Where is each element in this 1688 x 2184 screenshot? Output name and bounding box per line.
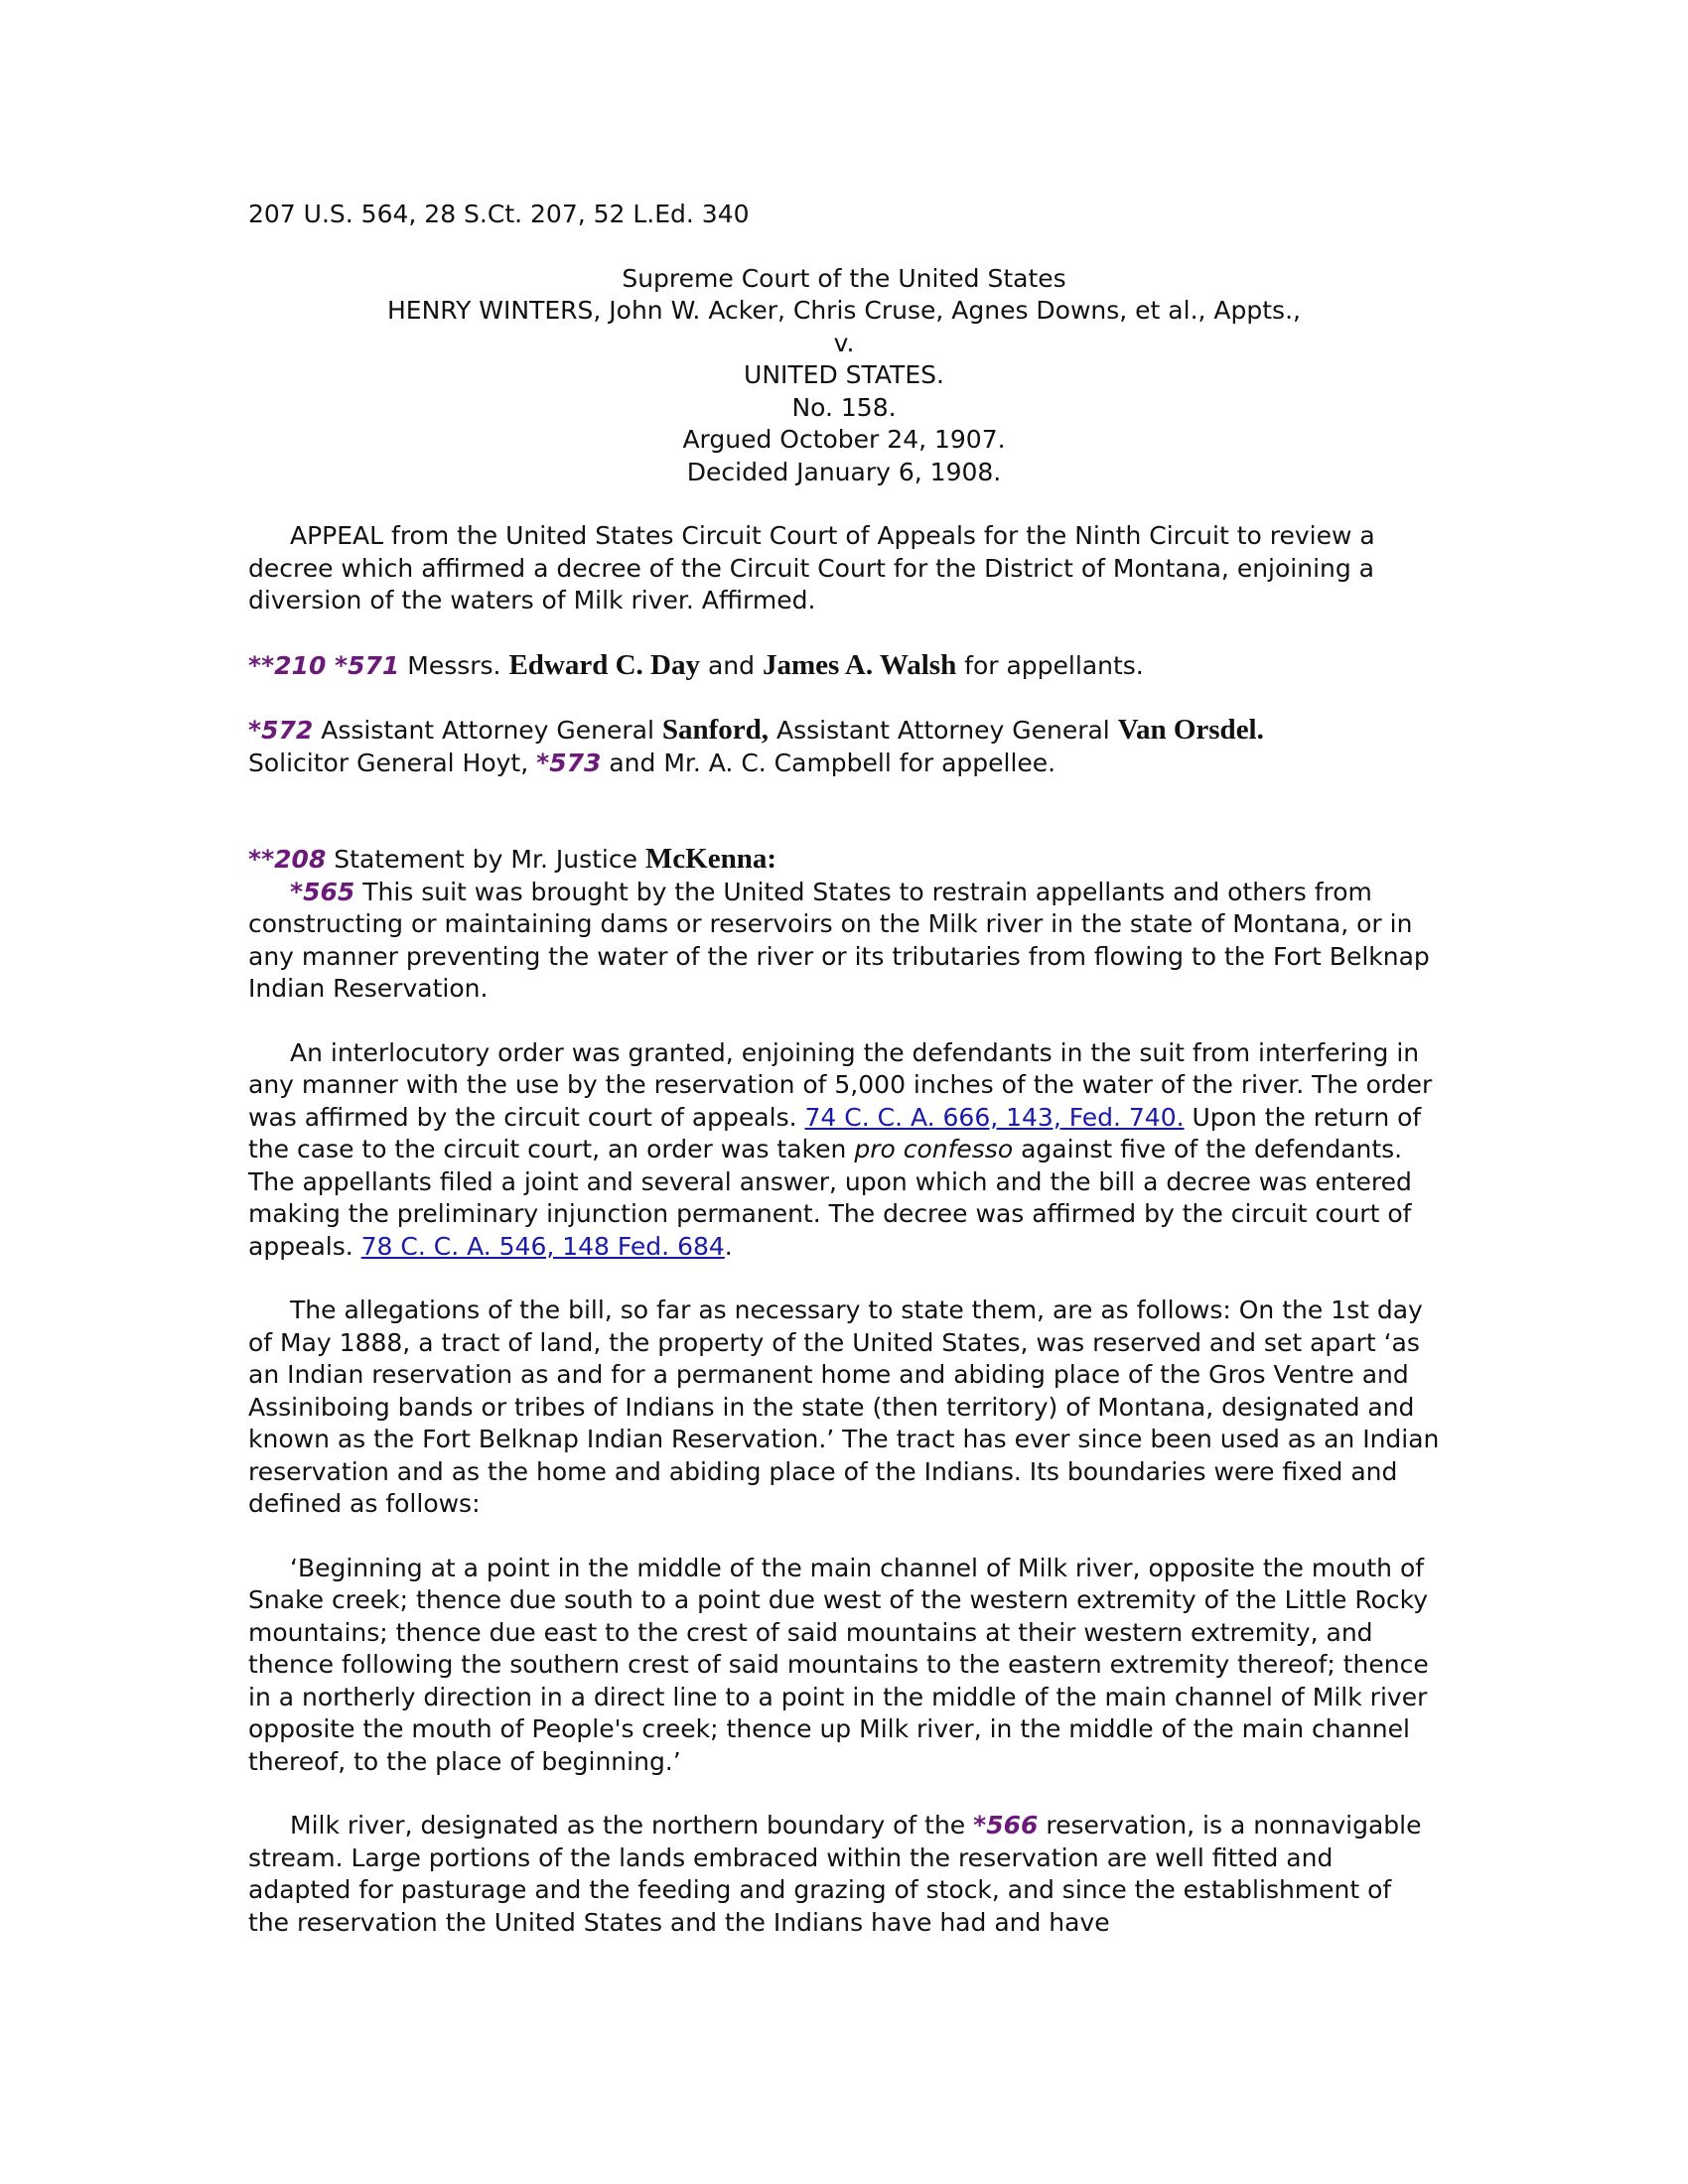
docket-number: No. 158. (791, 392, 897, 422)
counsel-text: Assistant Attorney General (313, 716, 662, 745)
document-page (248, 199, 1440, 1939)
paragraph-text: An interlocutory order was granted, enjoining the defendants in the suit from interfering in any manner with the use by the reservation of 5,000 inches of the water of the river. The order was affirmed by the circuit court of appeals. (248, 1037, 1433, 1132)
court-name: Supreme Court of the United States (622, 263, 1066, 293)
case-citation: 207 U.S. 564, 28 S.Ct. 207, 52 L.Ed. 340 (248, 200, 750, 228)
paragraph-interlocutory (248, 1037, 1440, 1264)
appeal-summary: APPEAL from the United States Circuit Court of Appeals for the Ninth Circuit to review a decree which affirmed a decree of the Circuit Court for the District of Montana, enjoining a diversion of the waters of Milk river. Affirmed. (248, 521, 1375, 614)
counsel-text: and Mr. A. C. Campbell for appellee. (601, 748, 1056, 777)
paragraph-allegations: The allegations of the bill, so far as necessary to state them, are as follows: On the 1st day of May 1888, a tract of land, the property of the United States, was reserved and set apart ‘as an Indian reservation as and for a permanent home and abiding place of the Gros Ventre and Assiniboing bands or tribes of Indians in the state (then territory) of Montana, designated and known as the Fort Belknap Indian Reservation.’ The tract has ever since been used as an Indian reservation and as the home and abiding place of the Indians. Its boundaries were fixed and defined as follows: (248, 1296, 1440, 1518)
statement-text: Statement by Mr. Justice (326, 845, 645, 874)
citation-link[interactable]: 78 C. C. A. 546, 148 Fed. 684 (360, 1231, 725, 1261)
paragraph-boundaries: ‘Beginning at a point in the middle of the main channel of Milk river, opposite the mouth of Snake creek; thence due south to a point due west of the western extremity of the Little Rocky mountains; thence due east to the crest of said mountains at their western extremity, and thence following the southern crest of said mountains to the eastern extremity thereof; thence in a northerly direction in a direct line to a point in the middle of the main channel of Milk river opposite the mouth of People's creek; thence up Milk river, in the middle of the main channel thereof, to the place of beginning.’ (248, 1553, 1429, 1776)
attorney-name: Sanford, (661, 714, 770, 746)
paragraph-text: Upon the return of the case to the circuit court, an order was taken (248, 1102, 1422, 1163)
counsel-text: Solicitor General Hoyt, (248, 748, 537, 777)
justice-name: McKenna: (644, 843, 777, 875)
party-names: HENRY WINTERS, John W. Acker, Chris Cruse, Agnes Downs, et al., Appts., (387, 296, 1301, 325)
decided-date: Decided January 6, 1908. (686, 457, 1002, 486)
paragraph-text: against five of the defendants. The appellants filed a joint and several answer, upon which and the bill a decree was entered making the preliminary injunction permanent. The decree was affirmed by the circuit court of appeals. (248, 1135, 1412, 1261)
counsel-appellee (248, 714, 1440, 779)
citation-link[interactable]: 74 C. C. A. 666, 143, Fed. 740. (804, 1102, 1185, 1132)
argued-date: Argued October 24, 1907. (682, 425, 1006, 454)
versus: v. (833, 328, 855, 357)
star-page-marker: *566 (973, 1811, 1039, 1840)
case-header (248, 263, 1440, 489)
star-page-marker: *572 (248, 716, 314, 745)
italic-term: pro confesso (854, 1135, 1014, 1163)
attorney-name: James A. Walsh (762, 648, 957, 681)
star-page-marker: *565 (290, 877, 355, 906)
paragraph-text: This suit was brought by the United States to restrain appellants and others from constructing or maintaining dams or reservoirs on the Milk river in the state of Montana, or in any manner preventing the water of the river or its tributaries from flowing to the Fort Belknap Indian Reservation. (248, 877, 1430, 1003)
paragraph-text: . (724, 1231, 733, 1261)
respondent-name: UNITED STATES. (744, 360, 944, 389)
paragraph-text: reservation, is a nonnavigable stream. Large portions of the lands embraced within the reservation are well fitted and adapted for pasturage and the feeding and grazing of stock, and since the establishment of the reservation the United States and the Indians have had and have (248, 1811, 1422, 1937)
paragraph-text: Milk river, designated as the northern boundary of the (290, 1811, 974, 1840)
paragraph-milk-river (248, 1810, 1440, 1939)
counsel-text: Messrs. (399, 650, 509, 680)
paragraph-suit (248, 877, 1440, 1006)
star-page-marker: *573 (536, 748, 602, 777)
star-page-marker: **208 (248, 845, 327, 874)
star-page-marker: **210 *571 (248, 650, 400, 680)
attorney-name: Van Orsdel. (1117, 714, 1264, 746)
attorney-name: Edward C. Day (508, 648, 701, 681)
statement-heading (248, 843, 1440, 877)
counsel-text: Assistant Attorney General (769, 716, 1118, 745)
counsel-text: for appellants. (956, 650, 1144, 680)
counsel-appellants (248, 649, 1440, 683)
counsel-text: and (700, 650, 763, 680)
